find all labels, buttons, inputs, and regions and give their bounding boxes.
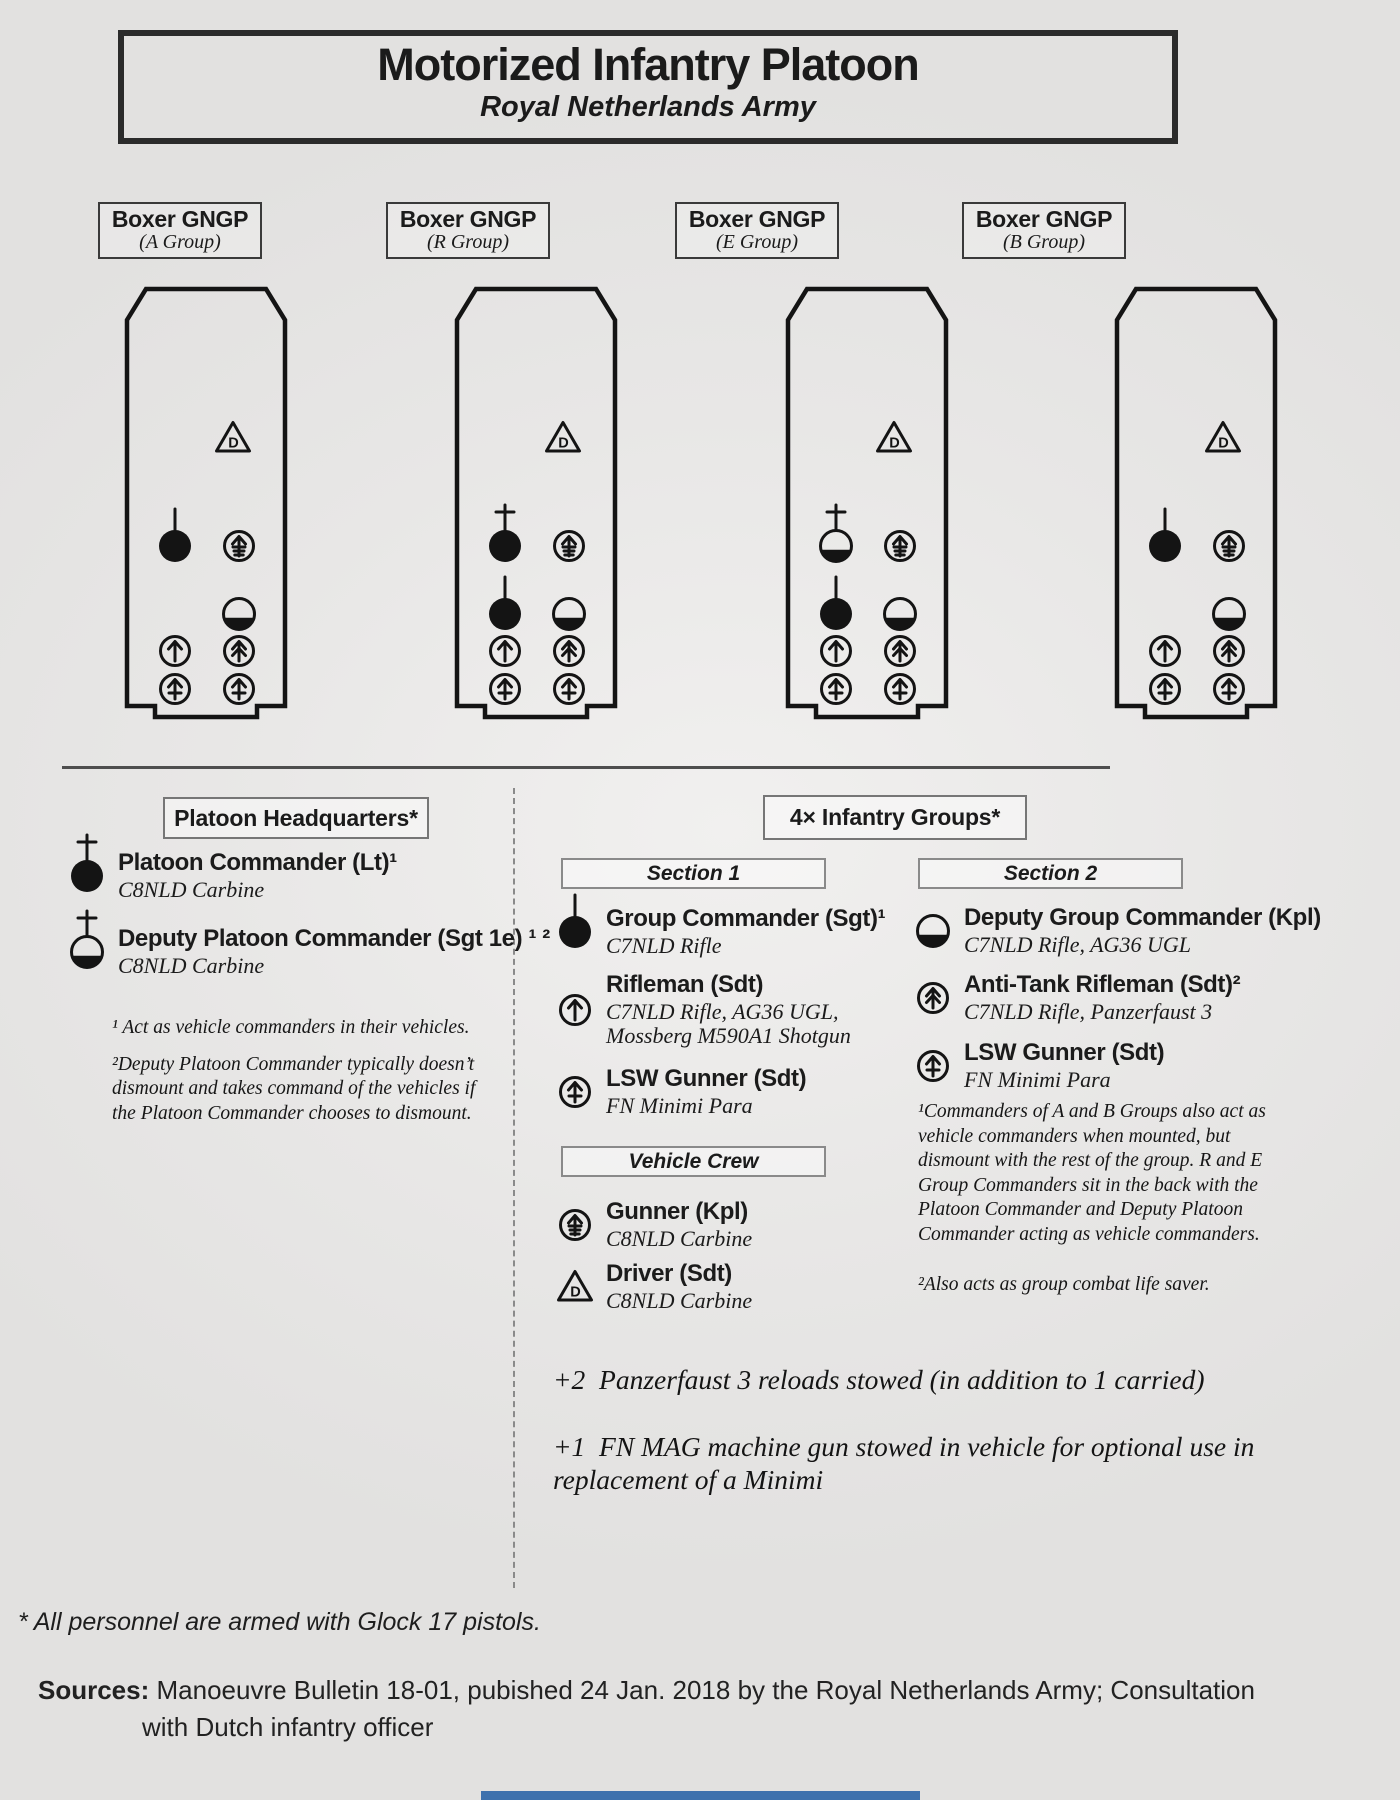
- horizontal-divider: [62, 766, 1110, 769]
- page-subtitle: Royal Netherlands Army: [480, 90, 816, 123]
- svg-text:D: D: [228, 435, 239, 452]
- footer-accent-bar: [481, 1791, 920, 1800]
- vehicle-b-group: [1115, 287, 1277, 721]
- stowed-note-panzerfaust: +2 Panzerfaust 3 reloads stowed (in addition to 1 carried): [553, 1364, 1205, 1395]
- weapon-label: FN Minimi Para: [606, 1092, 753, 1118]
- platoon-hq-header: Platoon Headquarters*: [163, 797, 429, 839]
- section-1-header: Section 1: [561, 858, 826, 889]
- footnote-2: ²Deputy Platoon Commander typically doesn’t dismount and takes command of the vehicles if the Platoon Commander chooses to dismount.: [112, 1053, 476, 1124]
- group-commander-icon: [552, 915, 598, 949]
- vehicle-r-group: [455, 287, 617, 721]
- vehicle-label-e-group: [675, 202, 839, 259]
- vehicle-group: (A Group): [139, 231, 221, 254]
- section-2-header: Section 2: [918, 858, 1183, 889]
- weapon-label: C7NLD Rifle, AG36 UGL: [964, 931, 1191, 957]
- rifleman-icon: [552, 993, 598, 1027]
- role-label: LSW Gunner (Sdt): [606, 1065, 807, 1092]
- weapon-label: FN Minimi Para: [964, 1066, 1111, 1092]
- vehicle-name: Boxer GNGP: [688, 206, 826, 232]
- legend-entry-platoon-commander: [64, 850, 548, 902]
- vehicle-label-b-group: [962, 202, 1126, 259]
- footnote-1: ¹ Act as vehicle commanders in their vehicles.: [112, 1017, 470, 1038]
- weapon-label: C7NLD Rifle, AG36 UGL, Mossberg M590A1 Shotgun: [606, 998, 851, 1049]
- platoon-hq-footnotes: [112, 1016, 484, 1126]
- sources-text: Manoeuvre Bulletin 18-01, pubished 24 Jan. 2018 by the Royal Netherlands Army; Consultation: [156, 1675, 1255, 1705]
- vehicle-name: Boxer GNGP: [111, 206, 249, 232]
- weapon-label: C7NLD Rifle, Panzerfaust 3: [964, 998, 1213, 1024]
- infantry-groups-header: 4× Infantry Groups*: [763, 795, 1027, 840]
- lsw-gunner-icon: [910, 1049, 956, 1083]
- svg-text:D: D: [1218, 435, 1229, 452]
- footnote-2: ²Also acts as group combat life saver.: [918, 1274, 1210, 1296]
- vehicle-group: (B Group): [1002, 231, 1086, 254]
- legend-entry-anti-tank-rifleman: [910, 972, 1356, 1024]
- legend-entry-group-commander: [552, 906, 928, 958]
- svg-text:D: D: [570, 1284, 581, 1301]
- role-label: Rifleman (Sdt): [606, 971, 764, 998]
- vehicle-group: (E Group): [715, 231, 799, 254]
- vehicle-group: (R Group): [426, 231, 510, 254]
- weapon-label: C8NLD Carbine: [606, 1287, 753, 1313]
- stowed-note-fnmag: +1 FN MAG machine gun stowed in vehicle for optional use in replacement of a Minimi: [553, 1431, 1262, 1495]
- role-label: Deputy Platoon Commander (Sgt 1e) ¹ ²: [118, 925, 550, 952]
- driver-icon: [552, 1270, 598, 1304]
- infantry-groups-footnotes: [918, 1100, 1280, 1298]
- role-label: Deputy Group Commander (Kpl): [964, 904, 1321, 931]
- vehicle-label-a-group: [98, 202, 262, 259]
- vehicle-e-group: [786, 287, 948, 721]
- vertical-dashed-divider: [513, 788, 515, 1588]
- legend-entry-gunner: [552, 1199, 928, 1251]
- legend-entry-deputy-group-commander: [910, 905, 1356, 957]
- legend-entry-rifleman: [552, 972, 928, 1048]
- deputy-platoon-commander-icon: [64, 935, 110, 969]
- role-label: Gunner (Kpl): [606, 1198, 748, 1225]
- legend-entry-deputy-platoon-commander: [64, 926, 548, 978]
- legend-entry-driver: [552, 1261, 928, 1313]
- legend-entry-lsw-gunner: [552, 1066, 928, 1118]
- lsw-gunner-icon: [552, 1075, 598, 1109]
- weapon-label: C8NLD Carbine: [606, 1225, 753, 1251]
- platoon-commander-icon: [64, 859, 110, 893]
- anti-tank-rifleman-icon: [910, 981, 956, 1015]
- vehicle-a-group: [125, 287, 287, 721]
- sources-label: Sources:: [38, 1675, 150, 1705]
- role-label: Platoon Commander (Lt)¹: [118, 849, 397, 876]
- all-personnel-note: * All personnel are armed with Glock 17 pistols.: [18, 1608, 541, 1636]
- svg-text:D: D: [558, 435, 569, 452]
- weapon-label: C8NLD Carbine: [118, 876, 265, 902]
- sources-line-2: with Dutch infantry officer: [142, 1711, 434, 1742]
- page-title: Motorized Infantry Platoon: [377, 39, 919, 90]
- vehicle-label-r-group: [386, 202, 550, 259]
- role-label: LSW Gunner (Sdt): [964, 1039, 1165, 1066]
- svg-text:D: D: [889, 435, 900, 452]
- deputy-group-commander-icon: [910, 914, 956, 948]
- role-label: Group Commander (Sgt)¹: [606, 905, 886, 932]
- vehicle-name: Boxer GNGP: [399, 206, 537, 232]
- role-label: Anti-Tank Rifleman (Sdt)²: [964, 971, 1241, 998]
- title-box: [118, 30, 1178, 144]
- sources-line-1: [38, 1674, 1255, 1708]
- vehicle-crew-header: Vehicle Crew: [561, 1146, 826, 1177]
- role-label: Driver (Sdt): [606, 1260, 732, 1287]
- legend-entry-lsw-gunner-2: [910, 1040, 1356, 1092]
- weapon-label: C7NLD Rifle: [606, 932, 722, 958]
- footnote-1: ¹Commanders of A and B Groups also act as vehicle commanders when mounted, but dismount with the rest of the group. R and E Group Commanders sit in the back with the Platoon Commander and Deputy Platoon Commander acting as vehicle commanders.: [918, 1101, 1266, 1245]
- sources-block: [38, 1674, 1255, 1745]
- vehicle-gunner-icon: [552, 1208, 598, 1242]
- weapon-label: C8NLD Carbine: [118, 952, 265, 978]
- vehicle-name: Boxer GNGP: [975, 206, 1113, 232]
